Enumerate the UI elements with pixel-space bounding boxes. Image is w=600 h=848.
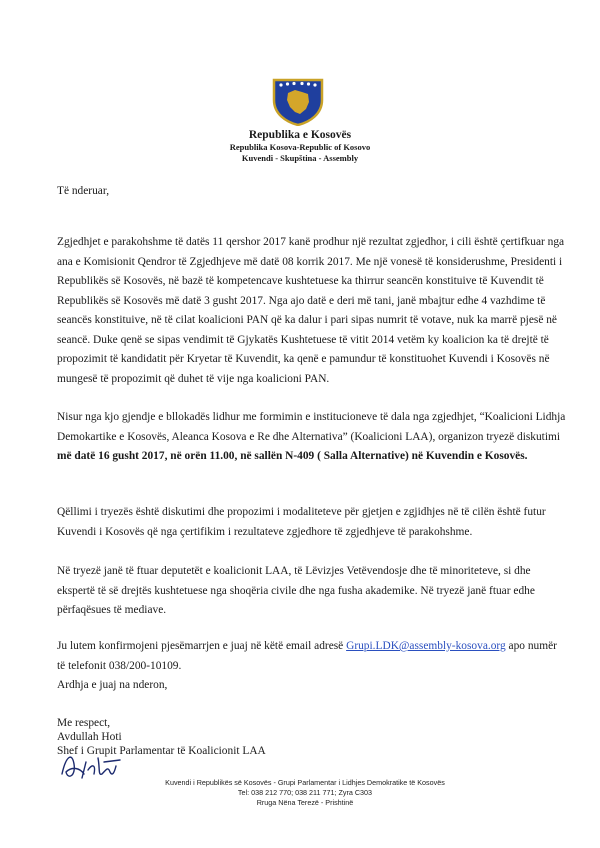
letterhead-line-3: Kuvendi - Skupština - Assembly xyxy=(241,153,359,163)
paragraph-5-text xyxy=(57,637,567,676)
paragraph-4-text: Në tryezë janë të ftuar deputetët e koalicionit LAA, të Lëvizjes Vetëvendosje dhe të minoriteteve, si dhe ekspertë të së drejtës kushtetuese nga shoqëria civile dhe nga fusha akademike. Në tryezë janë ftuar edhe përfaqësues të mediave. xyxy=(57,565,535,616)
paragraph-2-text xyxy=(57,408,567,467)
footer-line-2: Tel: 038 212 770; 038 211 771; Zyra C303 xyxy=(237,788,373,797)
paragraph-5-after: apo numër të telefonit 038/200-10109. xyxy=(57,640,557,672)
handwritten-signature-icon xyxy=(58,744,128,784)
salutation: Të nderuar, xyxy=(57,185,110,197)
footer-line-3: Rruga Nëna Terezë - Prishtinë xyxy=(256,798,354,807)
signatory-role: Shef i Grupit Parlamentar të Koalicionit LAA xyxy=(57,745,266,757)
footer xyxy=(140,778,470,808)
closing-respect: Me respect, xyxy=(57,717,111,729)
letterhead-line-2: Republika Kosova-Republic of Kosovo xyxy=(229,142,371,152)
email-link[interactable]: Grupi.LDK@assembly-kosova.org xyxy=(346,640,506,652)
paragraph-3-text: Qëllimi i tryezës është diskutimi dhe propozimi i modaliteteve për gjetjen e zgjidhjes në të cilën është futur Kuvendi i Kosovës që nga çertifikim i rezultateve zgjedhore të zgjedhjeve të parakohshme. xyxy=(57,506,546,538)
paragraph-5 xyxy=(57,637,567,696)
paragraph-1-text: Zgjedhjet e parakohshme të datës 11 qershor 2017 kanë prodhur një rezultat zgjedhor, i cili është çertifkuar nga ana e Komisionit Qendror të Zgjedhjeve më datë 08 korrik 2017. Me një vonesë të konsiderushme, Presidenti i Republikës së Kosovës, në bazë të kompetencave kushtetuese ka thirrur seancën konstituive të Kuvendit të Republikës së Kosovës më datë 3 gusht 2017. Nga ajo datë e deri më tani, janë mbajtur edhe 4 vazhdime të seancës konstituive, në të cilat koalicioni PAN që ka dalur i pari sipas numrit të votave, nuk ka marrë pjesë në seancë. Duke qenë se sipas vendimit të Gjykatës Kushtetuese të vitit 2014 vetëm ky koalicion ka të drejtë të propozimit të kandidatit për Kryetar të Kuvendit, ka qenë e pamundur të konstituohet Kuvendi i Kosovës në mungesë të propozimit që duhet të vije nga koalicioni PAN. xyxy=(57,236,565,385)
paragraph-4 xyxy=(57,562,567,621)
letterhead xyxy=(190,128,410,164)
paragraph-3 xyxy=(57,503,567,542)
paragraph-5-before: Ju lutem konfirmojeni pjesëmarrjen e juaj në këtë email adresë xyxy=(57,640,347,652)
kosovo-coat-of-arms-icon xyxy=(268,76,328,126)
paragraph-1 xyxy=(57,233,567,389)
signatory-name: Avdullah Hoti xyxy=(57,731,122,743)
meeting-details: më datë 16 gusht 2017, në orën 11.00, në sallën N-409 ( Salla Alternative) në Kuvendin e Kosovës. xyxy=(57,450,528,462)
paragraph-2 xyxy=(57,408,567,467)
paragraph-6-text: Ardhja e juaj na nderon, xyxy=(57,679,168,691)
footer-line-1: Kuvendi i Republikës së Kosovës - Grupi Parlamentar i Lidhjes Demokratike të Kosovës xyxy=(165,778,445,787)
letterhead-title: Republika e Kosovës xyxy=(248,129,352,141)
paragraph-2-intro: Nisur nga kjo gjendje e bllokadës lidhur me formimin e institucioneve të dala nga zgjedhjet, “Koalicioni Lidhja Demokartike e Kosovës, Aleanca Kosova e Re dhe Alternativa” (Koalicioni LAA), organizon tryezë diskutimi xyxy=(57,411,566,443)
